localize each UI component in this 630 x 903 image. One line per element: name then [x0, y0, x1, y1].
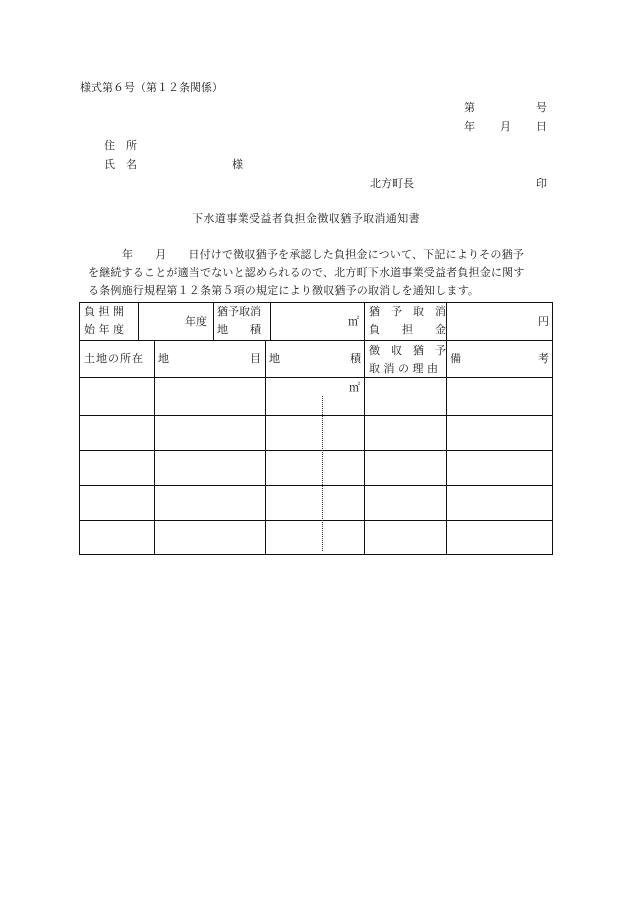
lot-header-left: 地 — [158, 352, 169, 365]
area-header-left: 地 — [269, 352, 280, 365]
reason-header-1: 徴 収 猶 予 — [369, 344, 446, 357]
area-header-right: 積 — [350, 352, 361, 365]
body-line-1-text: 日付けで徴収猶予を承認した負担金について、下記によりその猶予 — [188, 248, 524, 261]
cancel-charge-label-1: 猶 予 取 消 — [369, 305, 446, 318]
doc-number-suffix: 号 — [536, 101, 547, 114]
issuer: 北方町長 — [370, 177, 414, 190]
location-header: 土地の所在 — [84, 352, 144, 365]
fiscal-year-unit: 年度 — [185, 315, 207, 328]
cancel-area-label-2: 地 積 — [217, 323, 261, 336]
form-number: 様式第６号（第１２条関係） — [80, 81, 223, 94]
honorific: 様 — [232, 158, 243, 171]
date-year: 年 — [464, 120, 475, 133]
area-unit: ㎡ — [348, 315, 359, 328]
remarks-header-left: 備 — [450, 352, 461, 365]
remarks-header-right: 考 — [538, 352, 549, 365]
date-month: 月 — [500, 120, 511, 133]
cancel-area-label-1: 猶予取消 — [217, 305, 261, 318]
cancel-charge-label-2: 負 担 金 — [369, 323, 446, 336]
doc-number-prefix: 第 — [464, 101, 475, 114]
date-day: 日 — [536, 120, 547, 133]
lot-header-right: 目 — [250, 352, 261, 365]
address-label: 住 所 — [104, 139, 137, 152]
row-area-unit: ㎡ — [349, 381, 360, 394]
yen-unit: 円 — [538, 315, 549, 328]
body-line-1 — [88, 246, 558, 264]
document-title: 下水道事業受益者負担金徴収猶予取消通知書 — [192, 212, 420, 225]
body-paragraph — [88, 246, 558, 300]
seal-mark: 印 — [536, 177, 547, 190]
name-label: 氏 名 — [104, 158, 137, 171]
start-year-label-2: 始 年 度 — [84, 323, 124, 336]
body-month: 月 — [155, 248, 167, 261]
reason-header-2: 取 消 の 理 由 — [369, 362, 438, 375]
body-year: 年 — [122, 248, 134, 261]
start-year-label-1: 負 担 開 — [84, 305, 124, 318]
body-line-3: る条例施行規程第１２条第５項の規定により徴収猶予の取消しを通知します。 — [88, 284, 480, 297]
body-line-2: を継続することが適当でないと認められるので、北方町下水道事業受益者負担金に関す — [88, 266, 525, 279]
